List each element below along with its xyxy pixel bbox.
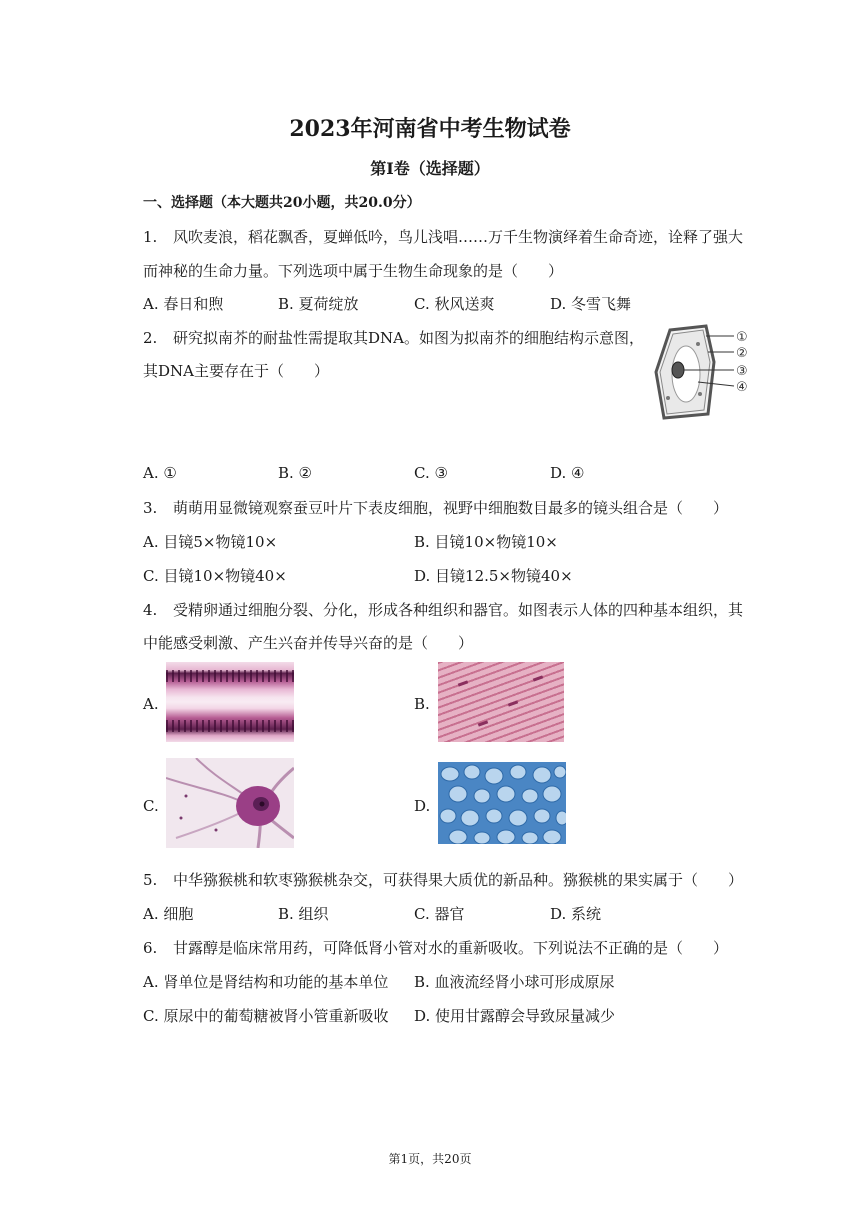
option-a[interactable]: A. 春日和煦 [143,295,224,313]
page-subtitle: 第I卷（选择题） [370,159,490,178]
question-text: 而神秘的生命力量。下列选项中属于生物生命现象的是（ ） [143,262,564,280]
option-c[interactable]: C. 原尿中的葡萄糖被肾小管重新吸收 [143,1007,389,1025]
muscle-tissue-image[interactable] [438,662,564,742]
option-b[interactable]: B. 组织 [278,905,329,923]
question-text: 萌萌用显微镜观察蚕豆叶片下表皮细胞，视野中细胞数目最多的镜头组合是（ ） [173,499,729,517]
figure-label-3: ③ [736,364,748,379]
option-b[interactable]: B. ② [278,464,313,482]
option-d[interactable]: D. 使用甘露醇会导致尿量减少 [414,1007,616,1025]
question-text: 甘露醇是临床常用药，可降低肾小管对水的重新吸收。下列说法不正确的是（ ） [173,939,729,957]
option-d[interactable]: D. 目镜12.5×物镜40× [414,567,573,585]
question-text: 其DNA主要存在于（ ） [143,362,329,380]
question-number: 5. [143,871,158,889]
figure-label-4: ④ [736,380,748,395]
option-b[interactable]: B. 血液流经肾小球可形成原尿 [414,973,615,991]
question-text: 受精卵通过细胞分裂、分化，形成各种组织和器官。如图表示人体的四种基本组织，其 [173,601,744,619]
question-number: 2. [143,329,158,347]
nerve-tissue-image[interactable] [166,758,294,848]
page-footer: 第1页，共20页 [388,1152,472,1166]
option-c[interactable]: C. 器官 [414,905,465,923]
option-a[interactable]: A. 目镜5×物镜10× [143,533,278,551]
option-d[interactable]: D. ④ [550,464,585,482]
connective-tissue-image[interactable] [438,762,566,844]
question-text: 中能感受刺激、产生兴奋并传导兴奋的是（ ） [143,634,474,652]
question-text: 研究拟南芥的耐盐性需提取其DNA。如图为拟南芥的细胞结构示意图， [173,329,644,347]
option-b[interactable]: B. [414,695,430,713]
option-c[interactable]: C. 秋风送爽 [414,295,495,313]
option-b[interactable]: B. 夏荷绽放 [278,295,359,313]
option-b[interactable]: B. 目镜10×物镜10× [414,533,558,551]
plant-cell-diagram [648,322,760,422]
option-d[interactable]: D. [414,797,431,815]
option-d[interactable]: D. 冬雪飞舞 [550,295,632,313]
option-a[interactable]: A. ① [143,464,177,482]
option-a[interactable]: A. [143,695,159,713]
figure-label-1: ① [736,330,748,345]
option-a[interactable]: A. 肾单位是肾结构和功能的基本单位 [143,973,389,991]
epithelial-tissue-image[interactable] [166,662,294,742]
question-number: 6. [143,939,158,957]
question-number: 1. [143,228,158,246]
question-text: 风吹麦浪，稻花飘香，夏蝉低吟，鸟儿浅唱……万千生物演绎着生命奇迹，诠释了强大 [173,228,744,246]
section-heading: 一、选择题（本大题共20小题，共20.0分） [143,195,421,211]
question-number: 3. [143,499,158,517]
option-c[interactable]: C. 目镜10×物镜40× [143,567,287,585]
option-c[interactable]: C. [143,797,159,815]
question-text: 中华猕猴桃和软枣猕猴桃杂交，可获得果大质优的新品种。猕猴桃的果实属于（ ） [173,871,744,889]
question-number: 4. [143,601,158,619]
option-c[interactable]: C. ③ [414,464,448,482]
option-a[interactable]: A. 细胞 [143,905,194,923]
figure-label-2: ② [736,346,748,361]
page-title: 2023年河南省中考生物试卷 [289,116,571,142]
option-d[interactable]: D. 系统 [550,905,602,923]
